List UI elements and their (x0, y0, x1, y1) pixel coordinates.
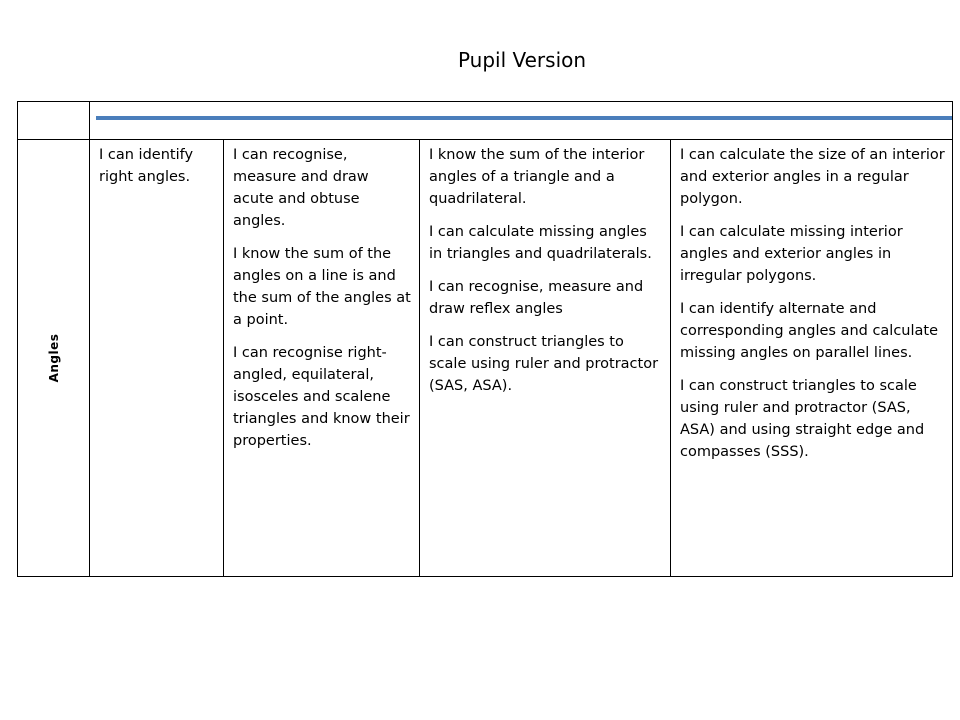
statement: I can identify alternate and corresponding angles and calculate missing angles on parallel lines. (680, 301, 939, 361)
statement: I know the sum of the angles on a line is and the sum of the angles at a point. (233, 246, 411, 328)
level-3-cell (420, 140, 671, 577)
level-4-cell (671, 140, 953, 577)
progression-arrow-icon (90, 102, 952, 140)
angles-row-header (18, 140, 90, 577)
statement: I can recognise right-angled, equilateral, isosceles and scalene triangles and know their properties. (233, 345, 410, 449)
statement: I can identify right angles. (99, 147, 194, 185)
statement: I can calculate missing interior angles and exterior angles in irregular polygons. (680, 224, 903, 284)
statement: I can construct triangles to scale using ruler and protractor (SAS, ASA). (429, 334, 659, 394)
statement: I can recognise, measure and draw reflex angles (429, 279, 644, 317)
statement: I can calculate missing angles in triangles and quadrilaterals. (429, 224, 652, 262)
progression-table (17, 101, 953, 577)
statement: I know the sum of the interior angles of a triangle and a quadrilateral. (429, 147, 645, 207)
progression-arrow-row (18, 102, 953, 140)
statement: I can calculate the size of an interior and exterior angles in a regular polygon. (680, 147, 945, 207)
statement: I can construct triangles to scale using ruler and protractor (SAS, ASA) and using straight edge and compasses (SSS). (680, 378, 925, 460)
angles-label: Angles (46, 333, 61, 383)
page-title: Pupil Version (457, 48, 587, 72)
corner-cell (18, 102, 90, 140)
level-2-cell (224, 140, 420, 577)
angles-row (18, 140, 953, 577)
statement: I can recognise, measure and draw acute and obtuse angles. (233, 147, 369, 229)
progression-arrow-cell (90, 102, 953, 140)
level-1-cell (90, 140, 224, 577)
